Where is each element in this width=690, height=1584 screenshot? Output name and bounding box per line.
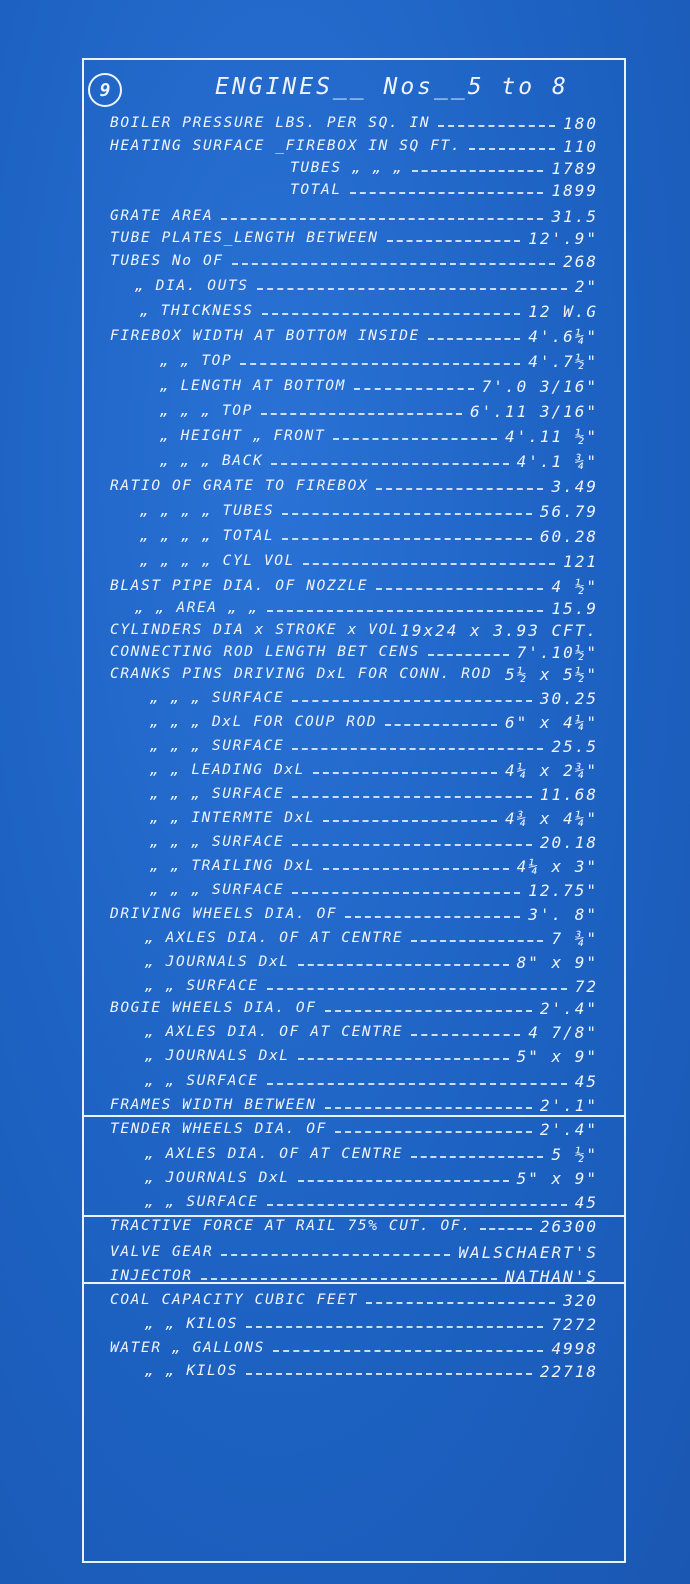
row-value: 110 — [563, 137, 598, 156]
leader-dashes — [201, 1278, 497, 1280]
row-value: 45 — [574, 1072, 598, 1091]
leader-dashes — [376, 588, 543, 590]
leader-dashes — [385, 724, 497, 726]
leader-dashes — [335, 1131, 532, 1133]
row-label: „ „ SURFACE — [145, 978, 259, 994]
row-label: „ „ LEADING DxL — [150, 762, 305, 778]
leader-dashes — [298, 964, 509, 966]
leader-dashes — [262, 313, 521, 315]
table-row — [0, 353, 690, 378]
leader-dashes — [411, 1156, 543, 1158]
leader-dashes — [292, 892, 520, 894]
leader-dashes — [325, 1107, 532, 1109]
row-value: 5" x 9" — [516, 1047, 598, 1066]
row-label: HEATING SURFACE _FIREBOX IN SQ FT. — [110, 138, 462, 154]
leader-dashes — [313, 772, 497, 774]
row-label: BOILER PRESSURE LBS. PER SQ. IN — [110, 115, 431, 131]
row-label: „ „ „ „ TUBES — [140, 503, 275, 519]
leader-dashes — [292, 844, 532, 846]
table-row — [0, 1292, 690, 1317]
row-label: „ „ „ DxL FOR COUP ROD — [150, 714, 378, 730]
page-title: ENGINES__ Nos__5 to 8 — [215, 74, 569, 100]
divider-tractive — [83, 1282, 626, 1284]
leader-dashes — [267, 610, 544, 612]
leader-dashes — [325, 1010, 532, 1012]
row-value: 5" x 9" — [516, 1169, 598, 1188]
leader-dashes — [282, 513, 532, 515]
leader-dashes — [257, 288, 567, 290]
table-row — [0, 182, 690, 207]
row-label: „ „ „ SURFACE — [150, 690, 285, 706]
row-label: „ „ KILOS — [145, 1316, 238, 1332]
row-value: 7272 — [551, 1315, 598, 1334]
row-value: 2" — [574, 277, 598, 296]
row-label: „ „ TRAILING DxL — [150, 858, 316, 874]
table-row — [0, 453, 690, 478]
table-row — [0, 762, 690, 787]
row-value: 11.68 — [539, 785, 598, 804]
row-value: 4¾ x 4¼" — [504, 809, 598, 828]
row-value: 2'.4" — [539, 1120, 598, 1139]
table-row — [0, 714, 690, 739]
leader-dashes — [376, 488, 543, 490]
row-label: „ „ AREA „ „ — [135, 600, 259, 616]
row-value: 12'.9" — [528, 229, 598, 248]
table-row — [0, 1146, 690, 1171]
row-label: FIREBOX WIDTH AT BOTTOM INSIDE — [110, 328, 420, 344]
row-value: 2'.1" — [539, 1096, 598, 1115]
table-row — [0, 1000, 690, 1025]
table-row — [0, 690, 690, 715]
row-value: 2'.4" — [539, 999, 598, 1018]
row-label: „ THICKNESS — [140, 303, 254, 319]
row-label: BOGIE WHEELS DIA. OF — [110, 1000, 317, 1016]
row-label: „ AXLES DIA. OF AT CENTRE — [145, 930, 404, 946]
row-label: „ „ „ SURFACE — [150, 738, 285, 754]
table-row — [0, 303, 690, 328]
leader-dashes — [480, 1228, 532, 1230]
table-row — [0, 954, 690, 979]
row-label: TENDER WHEELS DIA. OF — [110, 1121, 327, 1137]
table-row — [0, 1170, 690, 1195]
leader-dashes — [428, 654, 509, 656]
row-label: TUBES „ „ „ — [290, 160, 404, 176]
row-value: 5 ½" — [551, 1145, 598, 1164]
table-row — [0, 478, 690, 503]
table-row — [0, 666, 690, 691]
leader-dashes — [412, 170, 544, 172]
row-label: WATER „ GALLONS — [110, 1340, 265, 1356]
table-row — [0, 528, 690, 553]
row-value: 26300 — [539, 1217, 598, 1236]
leader-dashes — [221, 218, 543, 220]
table-row — [0, 834, 690, 859]
leader-dashes — [267, 1083, 567, 1085]
leader-dashes — [273, 1350, 544, 1352]
row-value: 4998 — [551, 1339, 598, 1358]
table-row — [0, 1244, 690, 1269]
row-label: „ „ „ „ TOTAL — [140, 528, 275, 544]
table-row — [0, 403, 690, 428]
table-row — [0, 786, 690, 811]
row-value: 31.5 — [551, 207, 598, 226]
table-row — [0, 553, 690, 578]
leader-dashes — [292, 796, 532, 798]
leader-dashes — [411, 1034, 520, 1036]
table-row — [0, 1316, 690, 1341]
table-row — [0, 1363, 690, 1388]
row-value: 268 — [563, 252, 598, 271]
row-label: CRANKS PINS DRIVING DxL FOR CONN. ROD — [110, 666, 493, 682]
row-value: 4'.7½" — [528, 352, 598, 371]
leader-dashes — [267, 988, 567, 990]
row-label: TUBES No OF — [110, 253, 224, 269]
row-value: 3.49 — [551, 477, 598, 496]
row-label: INJECTOR — [110, 1268, 193, 1284]
row-value: 4¼ x 3" — [516, 857, 598, 876]
row-value: 4'.1 ¾" — [516, 452, 598, 471]
leader-dashes — [387, 240, 521, 242]
leader-dashes — [366, 1302, 555, 1304]
leader-dashes — [246, 1326, 544, 1328]
leader-dashes — [323, 820, 497, 822]
row-label: „ „ TOP — [160, 353, 233, 369]
row-label: TUBE PLATES_LENGTH BETWEEN — [110, 230, 379, 246]
leader-dashes — [232, 263, 555, 265]
row-label: RATIO OF GRATE TO FIREBOX — [110, 478, 369, 494]
row-label: „ „ „ TOP — [160, 403, 253, 419]
row-value: 4 7/8" — [528, 1023, 598, 1042]
row-label: CYLINDERS DIA x STROKE x VOL — [110, 622, 400, 638]
row-value: 121 — [563, 552, 598, 571]
row-label: „ „ INTERMTE DxL — [150, 810, 316, 826]
row-value: 56.79 — [539, 502, 598, 521]
leader-dashes — [267, 1204, 567, 1206]
table-row — [0, 1024, 690, 1049]
row-value: 7 ¾" — [551, 929, 598, 948]
row-value: 4'.6¼" — [528, 327, 598, 346]
leader-dashes — [240, 363, 520, 365]
table-row — [0, 906, 690, 931]
row-label: „ „ „ SURFACE — [150, 882, 285, 898]
row-value: 30.25 — [539, 689, 598, 708]
leader-dashes — [411, 940, 543, 942]
row-value: 180 — [563, 114, 598, 133]
row-value: 19x24 x 3.93 CFT. — [400, 621, 598, 640]
table-row — [0, 278, 690, 303]
row-label: „ „ „ BACK — [160, 453, 264, 469]
row-label: COAL CAPACITY CUBIC FEET — [110, 1292, 358, 1308]
row-label: „ HEIGHT „ FRONT — [160, 428, 326, 444]
row-label: „ „ SURFACE — [145, 1073, 259, 1089]
table-row — [0, 328, 690, 353]
table-row — [0, 1097, 690, 1122]
table-row — [0, 1121, 690, 1146]
row-value: 12.75" — [528, 881, 598, 900]
table-row — [0, 503, 690, 528]
leader-dashes — [298, 1180, 509, 1182]
leader-dashes — [292, 748, 543, 750]
leader-dashes — [354, 388, 474, 390]
row-label: „ „ „ „ CYL VOL — [140, 553, 295, 569]
row-label: „ DIA. OUTS — [135, 278, 249, 294]
row-value: 1789 — [551, 159, 598, 178]
row-value: 6" x 4¼" — [504, 713, 598, 732]
row-label: CONNECTING ROD LENGTH BET CENS — [110, 644, 420, 660]
row-value: 6'.11 3/16" — [470, 402, 598, 421]
leader-dashes — [350, 192, 544, 194]
row-label: FRAMES WIDTH BETWEEN — [110, 1097, 317, 1113]
leader-dashes — [333, 438, 497, 440]
table-row — [0, 428, 690, 453]
row-label: „ JOURNALS DxL — [145, 1048, 290, 1064]
table-row — [0, 378, 690, 403]
leader-dashes — [345, 916, 520, 918]
row-label: BLAST PIPE DIA. OF NOZZLE — [110, 578, 369, 594]
table-row — [0, 1073, 690, 1098]
row-value: 60.28 — [539, 527, 598, 546]
leader-dashes — [469, 148, 555, 150]
row-label: „ „ „ SURFACE — [150, 834, 285, 850]
row-value: 3'. 8" — [528, 905, 598, 924]
table-row — [0, 930, 690, 955]
row-value: 7'.10½" — [516, 643, 598, 662]
row-value: 45 — [574, 1193, 598, 1212]
table-row — [0, 810, 690, 835]
table-row — [0, 858, 690, 883]
row-value: 4'.11 ½" — [504, 427, 598, 446]
leader-dashes — [323, 868, 508, 870]
leader-dashes — [298, 1058, 509, 1060]
table-row — [0, 738, 690, 763]
row-label: GRATE AREA — [110, 208, 214, 224]
row-label: „ AXLES DIA. OF AT CENTRE — [145, 1024, 404, 1040]
row-label: „ „ SURFACE — [145, 1194, 259, 1210]
table-row — [0, 253, 690, 278]
row-label: „ AXLES DIA. OF AT CENTRE — [145, 1146, 404, 1162]
row-value: 12 W.G — [528, 302, 598, 321]
row-label: „ „ „ SURFACE — [150, 786, 285, 802]
row-value: 72 — [574, 977, 598, 996]
table-row — [0, 1048, 690, 1073]
row-label: „ „ KILOS — [145, 1363, 238, 1379]
row-value: 1899 — [551, 181, 598, 200]
sheet-number-badge: 9 — [88, 73, 122, 107]
leader-dashes — [292, 700, 532, 702]
row-label: „ LENGTH AT BOTTOM — [160, 378, 346, 394]
row-value: 5½ x 5½" — [504, 665, 598, 684]
divider-tender — [83, 1215, 626, 1217]
leader-dashes — [438, 125, 555, 127]
table-row — [0, 1218, 690, 1243]
row-value: 22718 — [539, 1362, 598, 1381]
row-label: TRACTIVE FORCE AT RAIL 75% CUT. OF. — [110, 1218, 472, 1234]
row-value: 7'.0 3/16" — [481, 377, 598, 396]
row-label: VALVE GEAR — [110, 1244, 214, 1260]
leader-dashes — [261, 413, 462, 415]
row-value: WALSCHAERT'S — [458, 1243, 598, 1262]
row-value: 25.5 — [551, 737, 598, 756]
divider-frames — [83, 1115, 626, 1117]
leader-dashes — [246, 1373, 532, 1375]
row-label: „ JOURNALS DxL — [145, 954, 290, 970]
row-value: 20.18 — [539, 833, 598, 852]
row-label: TOTAL — [290, 182, 342, 198]
row-value: 4¼ x 2¾" — [504, 761, 598, 780]
leader-dashes — [428, 338, 520, 340]
table-row — [0, 1268, 690, 1293]
row-label: DRIVING WHEELS DIA. OF — [110, 906, 338, 922]
leader-dashes — [221, 1254, 450, 1256]
leader-dashes — [271, 463, 508, 465]
row-value: 8" x 9" — [516, 953, 598, 972]
row-label: „ JOURNALS DxL — [145, 1170, 290, 1186]
row-value: 320 — [563, 1291, 598, 1310]
row-value: 15.9 — [551, 599, 598, 618]
leader-dashes — [303, 563, 555, 565]
row-value: NATHAN'S — [504, 1267, 598, 1286]
table-row — [0, 882, 690, 907]
leader-dashes — [282, 538, 532, 540]
row-value: 4 ½" — [551, 577, 598, 596]
